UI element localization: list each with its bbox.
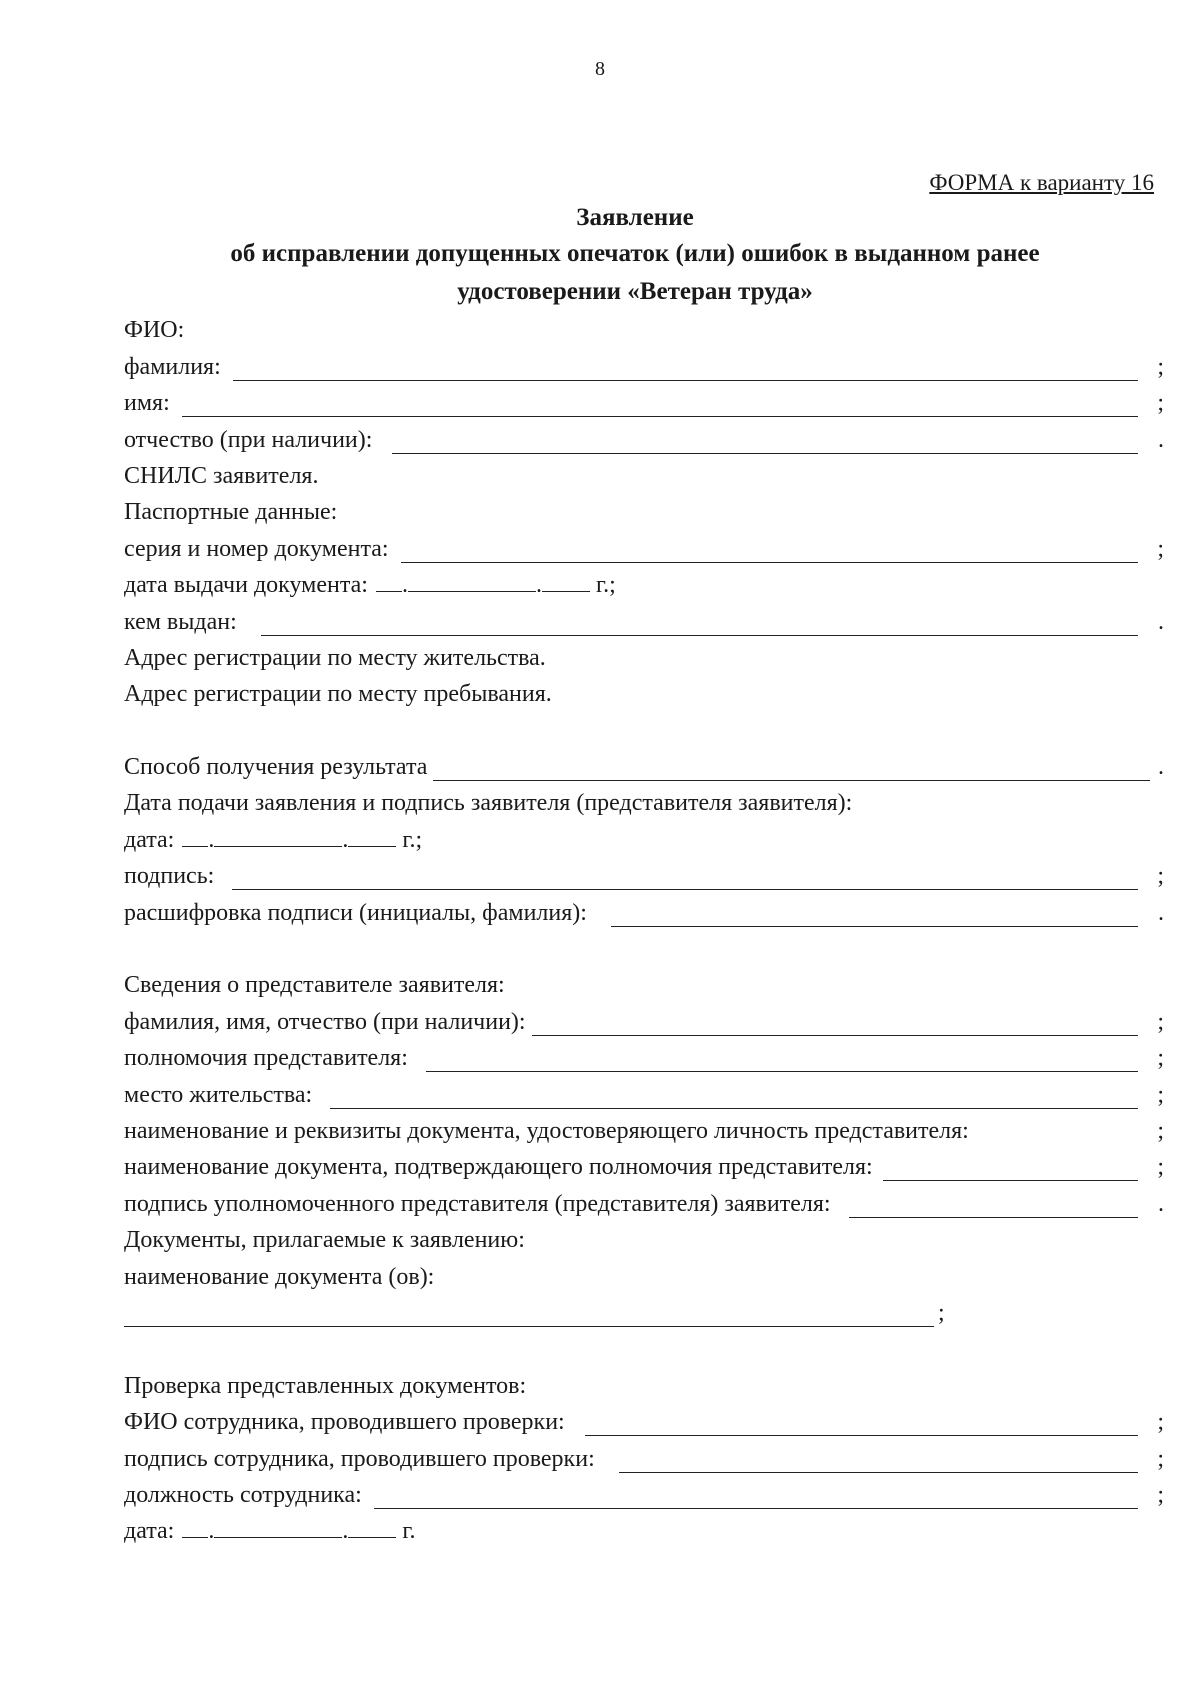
patronymic-field[interactable]: [392, 428, 1138, 454]
rep-powers-document-label: наименование документа, подтверждающего полномочия представителя:: [124, 1154, 873, 1181]
semicolon: ;: [1157, 353, 1164, 380]
rep-full-name-label: фамилия, имя, отчество (при наличии):: [124, 1008, 526, 1035]
semicolon: ;: [1157, 1045, 1164, 1072]
passport-heading: Паспортные данные:: [124, 499, 338, 526]
form-body: [124, 308, 1164, 1545]
year-blank[interactable]: [348, 826, 396, 847]
issued-by-field[interactable]: [261, 610, 1138, 636]
day-blank[interactable]: [376, 571, 402, 592]
issue-date-field[interactable]: [376, 571, 616, 599]
signature-decoding-field[interactable]: [611, 901, 1138, 927]
snils-label: СНИЛС заявителя.: [124, 462, 319, 489]
representative-heading: Сведения о представителе заявителя:: [124, 972, 505, 999]
date-dot: .: [208, 826, 215, 853]
rep-residence-row: [124, 1072, 1164, 1108]
check-date-row: [124, 1509, 1164, 1545]
result-method-label: Способ получения результата: [124, 754, 428, 781]
semicolon: ;: [1157, 1445, 1164, 1472]
result-method-field[interactable]: [433, 755, 1150, 781]
rep-powers-field[interactable]: [426, 1046, 1138, 1072]
fio-heading-row: [124, 308, 1164, 344]
employee-signature-label: подпись сотрудника, проводившего проверки:: [124, 1445, 595, 1472]
submission-heading-row: [124, 781, 1164, 817]
period: .: [1158, 1190, 1164, 1217]
signature-label: подпись:: [124, 863, 215, 890]
form-reference: ФОРМА к варианту 16: [929, 170, 1154, 195]
rep-signature-label: подпись уполномоченного представителя (представителя) заявителя:: [124, 1190, 831, 1217]
surname-label: фамилия:: [124, 353, 221, 380]
signature-row: [124, 854, 1164, 890]
rep-powers-label: полномочия представителя:: [124, 1045, 408, 1072]
date-dot: .: [535, 572, 542, 599]
attachments-heading: Документы, прилагаемые к заявлению:: [124, 1227, 525, 1254]
name-field[interactable]: [182, 391, 1138, 417]
check-date-label: дата:: [124, 1518, 175, 1545]
submission-date-field[interactable]: [182, 826, 422, 854]
year-suffix: г.;: [402, 826, 423, 853]
address-stay-row: [124, 672, 1164, 708]
series-number-label: серия и номер документа:: [124, 535, 389, 562]
employee-name-row: [124, 1400, 1164, 1436]
issued-by-label: кем выдан:: [124, 608, 237, 635]
check-heading: Проверка представленных документов:: [124, 1372, 527, 1399]
day-blank[interactable]: [182, 826, 208, 847]
employee-name-label: ФИО сотрудника, проводившего проверки:: [124, 1409, 565, 1436]
series-number-row: [124, 526, 1164, 562]
fio-heading: ФИО:: [124, 317, 185, 344]
surname-field[interactable]: [233, 355, 1138, 381]
attachments-line-row: [124, 1291, 1164, 1327]
result-method-row: [124, 745, 1164, 781]
month-blank[interactable]: [214, 826, 342, 847]
signature-field[interactable]: [232, 864, 1138, 890]
signature-decoding-row: [124, 890, 1164, 926]
snils-row: [124, 454, 1164, 490]
check-heading-row: [124, 1363, 1164, 1399]
rep-id-document-label: наименование и реквизиты документа, удостоверяющего личность представителя:: [124, 1117, 969, 1144]
year-blank[interactable]: [542, 571, 590, 592]
semicolon: ;: [1157, 1081, 1164, 1108]
semicolon: ;: [1157, 1409, 1164, 1436]
semicolon: ;: [1157, 390, 1164, 417]
rep-full-name-field[interactable]: [532, 1010, 1138, 1036]
issued-by-row: [124, 599, 1164, 635]
address-residence-row: [124, 636, 1164, 672]
submission-date-label: дата:: [124, 826, 175, 853]
page-number: 8: [595, 58, 605, 80]
year-suffix: г.;: [595, 572, 616, 599]
rep-powers-document-row: [124, 1145, 1164, 1181]
issue-date-row: [124, 563, 1164, 599]
issue-date-label: дата выдачи документа:: [124, 572, 368, 599]
rep-id-document-row: [124, 1109, 1164, 1145]
signature-decoding-label: расшифровка подписи (инициалы, фамилия):: [124, 899, 587, 926]
address-stay-label: Адрес регистрации по месту пребывания.: [124, 681, 552, 708]
attachments-heading-row: [124, 1218, 1164, 1254]
passport-heading-row: [124, 490, 1164, 526]
month-blank[interactable]: [214, 1517, 342, 1538]
period: .: [1158, 899, 1164, 926]
rep-powers-row: [124, 1036, 1164, 1072]
attachments-field[interactable]: [124, 1301, 934, 1327]
day-blank[interactable]: [182, 1517, 208, 1538]
name-label: имя:: [124, 390, 170, 417]
period: .: [1158, 608, 1164, 635]
attachments-name-label: наименование документа (ов):: [124, 1263, 435, 1290]
patronymic-row: [124, 417, 1164, 453]
semicolon: ;: [1157, 1117, 1164, 1144]
semicolon: ;: [1157, 1481, 1164, 1508]
semicolon: ;: [1157, 1008, 1164, 1035]
period: .: [1158, 754, 1164, 781]
title-line-1: Заявление: [576, 204, 694, 231]
employee-position-field[interactable]: [374, 1483, 1138, 1509]
title-line-3: удостоверении «Ветеран труда»: [457, 278, 813, 305]
rep-residence-label: место жительства:: [124, 1081, 313, 1108]
semicolon: ;: [1157, 863, 1164, 890]
rep-residence-field[interactable]: [330, 1083, 1138, 1109]
series-number-field[interactable]: [401, 537, 1138, 563]
semicolon: ;: [938, 1299, 945, 1326]
name-row: [124, 381, 1164, 417]
address-residence-label: Адрес регистрации по месту жительства.: [124, 644, 546, 671]
employee-name-field[interactable]: [585, 1410, 1138, 1436]
rep-powers-document-field[interactable]: [883, 1155, 1138, 1181]
date-dot: .: [342, 1518, 349, 1545]
year-blank[interactable]: [348, 1517, 396, 1538]
surname-row: [124, 344, 1164, 380]
year-suffix: г.: [402, 1518, 416, 1545]
semicolon: ;: [1157, 1154, 1164, 1181]
employee-signature-row: [124, 1436, 1164, 1472]
date-dot: .: [342, 826, 349, 853]
patronymic-label: отчество (при наличии):: [124, 426, 373, 453]
title-line-2: об исправлении допущенных опечаток (или) ошибок в выданном ранее: [230, 240, 1040, 267]
check-date-field[interactable]: [182, 1517, 415, 1545]
attachments-name-row: [124, 1254, 1164, 1290]
employee-position-label: должность сотрудника:: [124, 1481, 362, 1508]
period: .: [1158, 426, 1164, 453]
rep-signature-field[interactable]: [849, 1192, 1138, 1218]
employee-signature-field[interactable]: [619, 1447, 1138, 1473]
submission-date-row: [124, 817, 1164, 853]
semicolon: ;: [1157, 535, 1164, 562]
date-dot: .: [208, 1518, 215, 1545]
employee-position-row: [124, 1473, 1164, 1509]
month-blank[interactable]: [408, 571, 536, 592]
representative-heading-row: [124, 963, 1164, 999]
rep-full-name-row: [124, 999, 1164, 1035]
date-dot: .: [401, 572, 408, 599]
rep-signature-row: [124, 1181, 1164, 1217]
submission-heading: Дата подачи заявления и подпись заявителя (представителя заявителя):: [124, 790, 853, 817]
